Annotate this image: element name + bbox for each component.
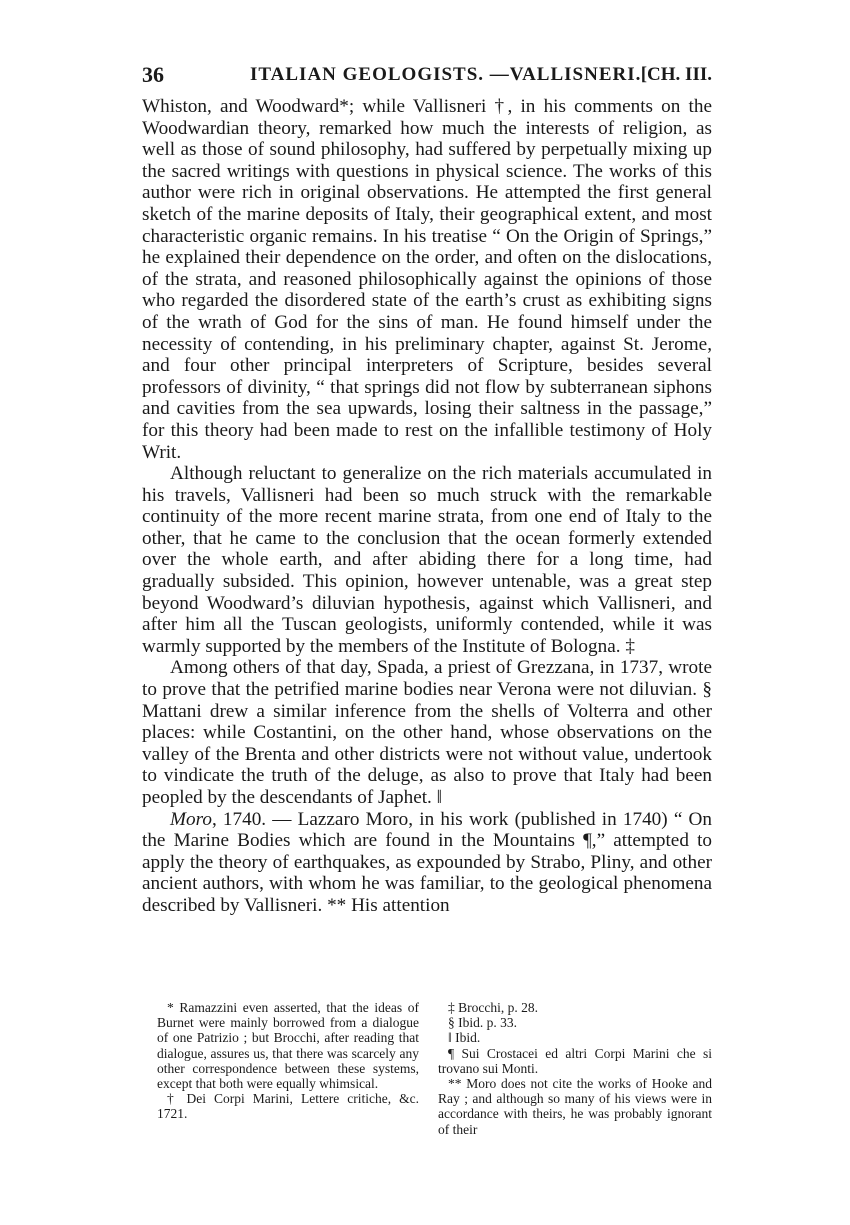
paragraph-3: Among others of that day, Spada, a priest of Grezzana, in 1737, wrote to prove that the petrified marine bodies near Verona were not diluvian. § Mattani drew a similar inference from the shells of Volterra and other places: while Costantini, on the other hand, whose observations on the valley of the Brenta and other districts were not without value, undertook to vindicate the truth of the deluge, as also to prove that Italy had been peopled by the descendants of Japhet. ‖ <box>142 657 712 808</box>
footnotes-right-column <box>438 1000 712 1137</box>
chapter-label: [CH. III. <box>640 64 712 85</box>
footnote-double-asterisk: ** Moro does not cite the works of Hooke and Ray ; and although so many of his views were in accordance with theirs, he was probably ignorant of their <box>438 1076 712 1137</box>
footnote-section: § Ibid. p. 33. <box>448 1015 517 1031</box>
footnote-parallel: ‖ Ibid. <box>448 1030 481 1046</box>
side-heading-moro: Moro <box>170 808 212 830</box>
running-title: ITALIAN GEOLOGISTS. —VALLISNERI. <box>250 64 642 85</box>
page-number: 36 <box>142 62 164 87</box>
running-header <box>142 62 712 92</box>
footnote-asterisk: * Ramazzini even asserted, that the ideas of Burnet were mainly borrowed from a dialogue of one Patrizio ; but Brocchi, after reading that dialogue, assures us, that there was scarcely any other correspondence between these systems, except that both were equally whimsical. <box>157 1000 419 1092</box>
paragraph-2: Although reluctant to generalize on the rich materials accumulated in his travels, Vallisneri had been so much struck with the remarkable continuity of the more recent marine strata, from one end of Italy to the other, that he came to the conclusion that the ocean formerly extended over the whole earth, and after abiding there for a long time, had gradually subsided. This opinion, however untenable, was a great step beyond Woodward’s diluvian hypothesis, against which Vallisneri, and after him all the Tuscan geologists, uniformly contended, while it was warmly supported by the members of the Institute of Bologna. ‡ <box>142 463 712 657</box>
paragraph-4 <box>142 809 712 917</box>
paragraph-4-text: , 1740. — Lazzaro Moro, in his work (published in 1740) “ On the Marine Bodies which are found in the Mountains ¶,” attempted to apply the theory of earthquakes, as expounded by Strabo, Pliny, and other ancient authors, with whom he was familiar, to the geological phenomena described by Vallisneri. ** His attention <box>142 808 712 916</box>
footnotes-left-column <box>157 1000 419 1122</box>
main-text <box>142 96 712 917</box>
footnote-pilcrow: ¶ Sui Crostacei ed altri Corpi Marini che si trovano sui Monti. <box>438 1045 712 1076</box>
paragraph-1: Whiston, and Woodward*; while Vallisneri †, in his comments on the Woodwardian theory, remarked how much the interests of religion, as well as those of sound philosophy, had suffered by perpetually mixing up the sacred writings with questions in physical science. The works of this author were rich in original observations. He attempted the first general sketch of the marine deposits of Italy, their geographical extent, and most characteristic organic remains. In his treatise “ On the Origin of Springs,” he explained their dependence on the order, and often on the dislocations, of the strata, and reasoned philosophically against the opinions of those who regarded the disordered state of the earth’s crust as exhibiting signs of the wrath of God for the sins of man. He found himself under the necessity of contending, in his preliminary chapter, against St. Jerome, and four other principal interpreters of Scripture, besides several professors of divinity, “ that springs did not flow by subterranean siphons and cavities from the sea upwards, losing their saltness in the passage,” for this theory had been made to rest on the infallible testimony of Holy Writ. <box>142 96 712 463</box>
footnote-double-dagger: ‡ Brocchi, p. 28. <box>448 1000 538 1015</box>
footnote-dagger: † Dei Corpi Marini, Lettere critiche, &c. 1721. <box>157 1091 419 1122</box>
